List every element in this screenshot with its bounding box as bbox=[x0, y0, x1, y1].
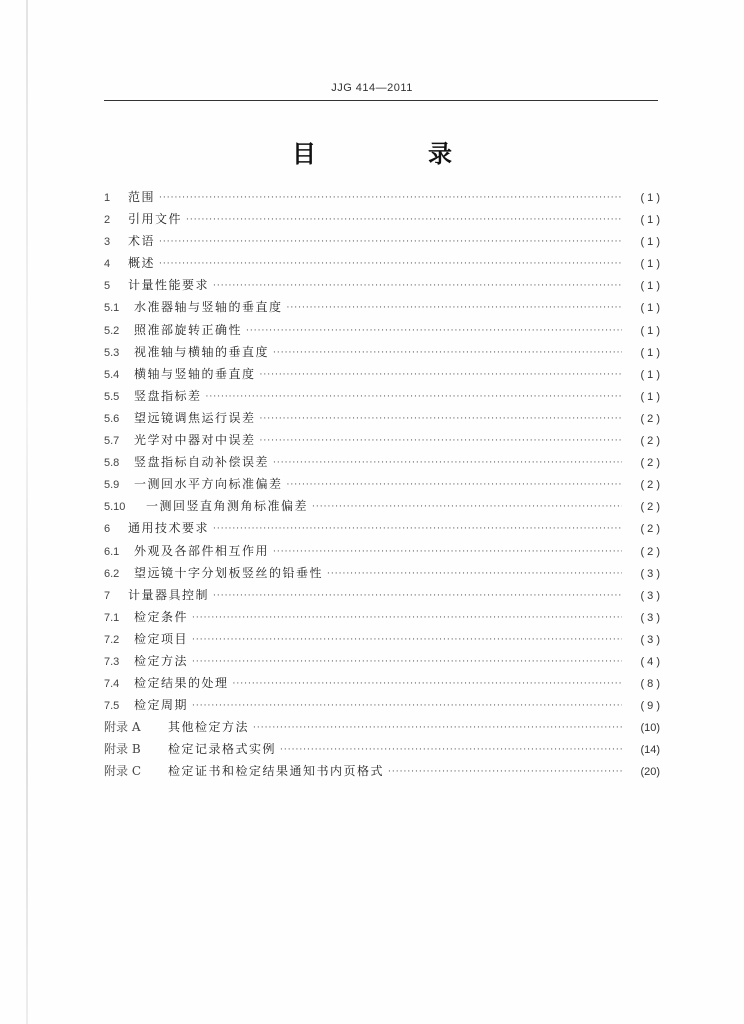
toc-entry-page: ( 3 ) bbox=[640, 567, 660, 580]
toc-entry[interactable] bbox=[104, 341, 660, 363]
toc-entry[interactable] bbox=[104, 451, 660, 473]
toc-entry-title: 计量器具控制 bbox=[128, 587, 210, 602]
toc-entry-title: 通用技术要求 bbox=[128, 521, 210, 536]
toc-entry-page: ( 1 ) bbox=[640, 324, 660, 337]
toc-leader-dots bbox=[260, 364, 622, 386]
toc-entry-title: 术语 bbox=[128, 234, 156, 249]
toc-entry-title: 外观及各部件相互作用 bbox=[134, 543, 270, 558]
toc-entry-number: 附录 B bbox=[104, 742, 141, 757]
toc-leader-dots bbox=[213, 275, 622, 297]
toc-entry-title: 检定周期 bbox=[134, 698, 189, 713]
toc-entry-page: ( 3 ) bbox=[640, 633, 660, 646]
toc-entry-title: 望远镜十字分划板竖丝的铅垂性 bbox=[134, 565, 324, 580]
toc-entry-number: 7.3 bbox=[104, 655, 120, 668]
toc-entry-title: 计量性能要求 bbox=[128, 278, 210, 293]
toc-entry-page: (14) bbox=[640, 744, 660, 757]
toc-entry-title: 横轴与竖轴的垂直度 bbox=[134, 366, 256, 381]
toc-leader-dots bbox=[192, 651, 622, 673]
toc-entry-page: ( 3 ) bbox=[640, 611, 660, 624]
toc-entry[interactable] bbox=[104, 186, 660, 208]
toc-leader-dots bbox=[260, 408, 622, 430]
toc-leader-dots bbox=[159, 253, 622, 275]
toc-entry[interactable] bbox=[104, 385, 660, 407]
toc-entry-title: 检定条件 bbox=[134, 609, 189, 624]
toc-entry-title: 其他检定方法 bbox=[168, 720, 250, 735]
toc-entry-number: 4 bbox=[104, 258, 111, 271]
toc-entry-number: 7.2 bbox=[104, 633, 120, 646]
toc-entry-page: ( 1 ) bbox=[640, 280, 660, 293]
header-rule bbox=[104, 100, 658, 101]
toc-entry-page: ( 2 ) bbox=[640, 412, 660, 425]
toc-entry-page: (10) bbox=[640, 722, 660, 735]
toc-entry-number: 1 bbox=[104, 192, 111, 204]
toc-entry[interactable] bbox=[104, 628, 660, 650]
toc-entry-title: 竖盘指标自动补偿误差 bbox=[134, 455, 270, 470]
toc-entry[interactable] bbox=[104, 716, 660, 738]
toc-leader-dots bbox=[206, 386, 622, 408]
table-of-contents bbox=[104, 186, 660, 783]
toc-entry-title: 范围 bbox=[128, 190, 156, 204]
toc-entry-number: 6.2 bbox=[104, 567, 120, 580]
toc-entry[interactable] bbox=[104, 672, 660, 694]
toc-entry-page: ( 4 ) bbox=[640, 655, 660, 668]
toc-leader-dots bbox=[246, 320, 622, 342]
toc-entry[interactable] bbox=[104, 252, 660, 274]
toc-entry[interactable] bbox=[104, 319, 660, 341]
toc-entry[interactable] bbox=[104, 540, 660, 562]
toc-entry-page: ( 2 ) bbox=[640, 435, 660, 448]
toc-leader-dots bbox=[287, 474, 622, 496]
toc-leader-dots bbox=[213, 518, 622, 540]
toc-entry[interactable] bbox=[104, 429, 660, 451]
toc-entry-title: 望远镜调焦运行误差 bbox=[134, 410, 256, 425]
toc-leader-dots bbox=[159, 231, 622, 253]
toc-entry-number: 7 bbox=[104, 589, 111, 602]
toc-entry[interactable] bbox=[104, 407, 660, 429]
toc-entry-page: ( 1 ) bbox=[640, 302, 660, 315]
toc-entry[interactable] bbox=[104, 473, 660, 495]
toc-entry-number: 5.1 bbox=[104, 302, 120, 315]
toc-entry-title: 水准器轴与竖轴的垂直度 bbox=[134, 300, 283, 315]
toc-entry-page: ( 1 ) bbox=[640, 214, 660, 227]
toc-entry[interactable] bbox=[104, 517, 660, 539]
toc-entry[interactable] bbox=[104, 606, 660, 628]
toc-entry-title: 检定项目 bbox=[134, 631, 189, 646]
toc-entry-number: 6.1 bbox=[104, 545, 120, 558]
toc-entry-number: 5.3 bbox=[104, 346, 120, 359]
toc-entry-page: ( 1 ) bbox=[640, 236, 660, 249]
toc-entry-title: 引用文件 bbox=[128, 212, 183, 227]
toc-leader-dots bbox=[192, 629, 622, 651]
toc-entry-title: 一测回水平方向标准偏差 bbox=[134, 477, 283, 492]
toc-entry-number: 7.5 bbox=[104, 700, 120, 713]
toc-leader-dots bbox=[312, 496, 622, 518]
toc-entry-number: 5.10 bbox=[104, 501, 126, 514]
toc-entry-number: 7.1 bbox=[104, 611, 120, 624]
toc-entry-number: 5.5 bbox=[104, 390, 120, 403]
toc-entry-page: ( 1 ) bbox=[640, 258, 660, 271]
toc-entry-page: ( 2 ) bbox=[640, 479, 660, 492]
toc-entry-number: 附录 C bbox=[104, 764, 141, 779]
toc-entry[interactable] bbox=[104, 584, 660, 606]
toc-entry[interactable] bbox=[104, 562, 660, 584]
toc-entry-page: ( 9 ) bbox=[640, 700, 660, 713]
toc-entry-title: 照准部旋转正确性 bbox=[134, 322, 243, 337]
toc-entry-number: 7.4 bbox=[104, 678, 120, 691]
toc-entry-number: 5 bbox=[104, 280, 111, 293]
toc-leader-dots bbox=[192, 695, 622, 717]
toc-entry-page: ( 3 ) bbox=[640, 589, 660, 602]
toc-entry[interactable] bbox=[104, 694, 660, 716]
toc-entry-title: 竖盘指标差 bbox=[134, 388, 202, 403]
toc-entry-title: 概述 bbox=[128, 256, 156, 271]
toc-entry-number: 5.6 bbox=[104, 412, 120, 425]
toc-entry-page: ( 2 ) bbox=[640, 523, 660, 536]
toc-entry-page: ( 1 ) bbox=[640, 390, 660, 403]
toc-entry-number: 6 bbox=[104, 523, 111, 536]
toc-entry-page: (20) bbox=[640, 766, 660, 779]
toc-entry-page: ( 2 ) bbox=[640, 545, 660, 558]
toc-leader-dots bbox=[280, 739, 622, 761]
toc-entry[interactable] bbox=[104, 274, 660, 296]
toc-leader-dots bbox=[273, 452, 622, 474]
toc-leader-dots bbox=[327, 563, 622, 585]
toc-entry-number: 附录 A bbox=[104, 720, 141, 735]
toc-leader-dots bbox=[192, 607, 622, 629]
toc-leader-dots bbox=[388, 761, 622, 783]
toc-entry-title: 检定证书和检定结果通知书内页格式 bbox=[168, 764, 385, 779]
toc-entry[interactable] bbox=[104, 208, 660, 230]
toc-entry-title: 检定方法 bbox=[134, 653, 189, 668]
toc-entry-title: 检定结果的处理 bbox=[134, 676, 229, 691]
toc-leader-dots bbox=[273, 541, 622, 563]
toc-leader-dots bbox=[213, 585, 622, 607]
toc-leader-dots bbox=[233, 673, 622, 695]
toc-entry-page: ( 1 ) bbox=[640, 192, 660, 204]
toc-entry[interactable] bbox=[104, 495, 660, 517]
toc-entry[interactable] bbox=[104, 738, 660, 760]
toc-entry[interactable] bbox=[104, 230, 660, 252]
toc-entry-title: 一测回竖直角测角标准偏差 bbox=[146, 499, 309, 514]
toc-entry-page: ( 2 ) bbox=[640, 457, 660, 470]
toc-entry[interactable] bbox=[104, 650, 660, 672]
toc-entry[interactable] bbox=[104, 296, 660, 318]
toc-entry-page: ( 1 ) bbox=[640, 346, 660, 359]
toc-entry-title: 检定记录格式实例 bbox=[168, 742, 277, 757]
page-title: 目 录 bbox=[292, 139, 496, 168]
toc-leader-dots bbox=[260, 430, 622, 452]
toc-entry-number: 5.8 bbox=[104, 457, 120, 470]
toc-entry-page: ( 8 ) bbox=[640, 678, 660, 691]
toc-entry[interactable] bbox=[104, 363, 660, 385]
toc-entry-number: 5.4 bbox=[104, 368, 120, 381]
toc-leader-dots bbox=[253, 717, 622, 739]
toc-entry-page: ( 2 ) bbox=[640, 501, 660, 514]
toc-entry-page: ( 1 ) bbox=[640, 368, 660, 381]
toc-leader-dots bbox=[186, 209, 622, 231]
toc-leader-dots bbox=[159, 187, 622, 209]
toc-entry-number: 2 bbox=[104, 214, 111, 227]
standard-code: JJG 414—2011 bbox=[331, 82, 413, 94]
toc-entry-number: 3 bbox=[104, 236, 111, 249]
toc-entry-number: 5.7 bbox=[104, 435, 120, 448]
toc-entry-number: 5.9 bbox=[104, 479, 120, 492]
toc-leader-dots bbox=[287, 297, 622, 319]
toc-entry[interactable] bbox=[104, 760, 660, 782]
toc-entry-title: 视准轴与横轴的垂直度 bbox=[134, 344, 270, 359]
toc-entry-title: 光学对中器对中误差 bbox=[134, 433, 256, 448]
toc-leader-dots bbox=[273, 342, 622, 364]
toc-entry-number: 5.2 bbox=[104, 324, 120, 337]
